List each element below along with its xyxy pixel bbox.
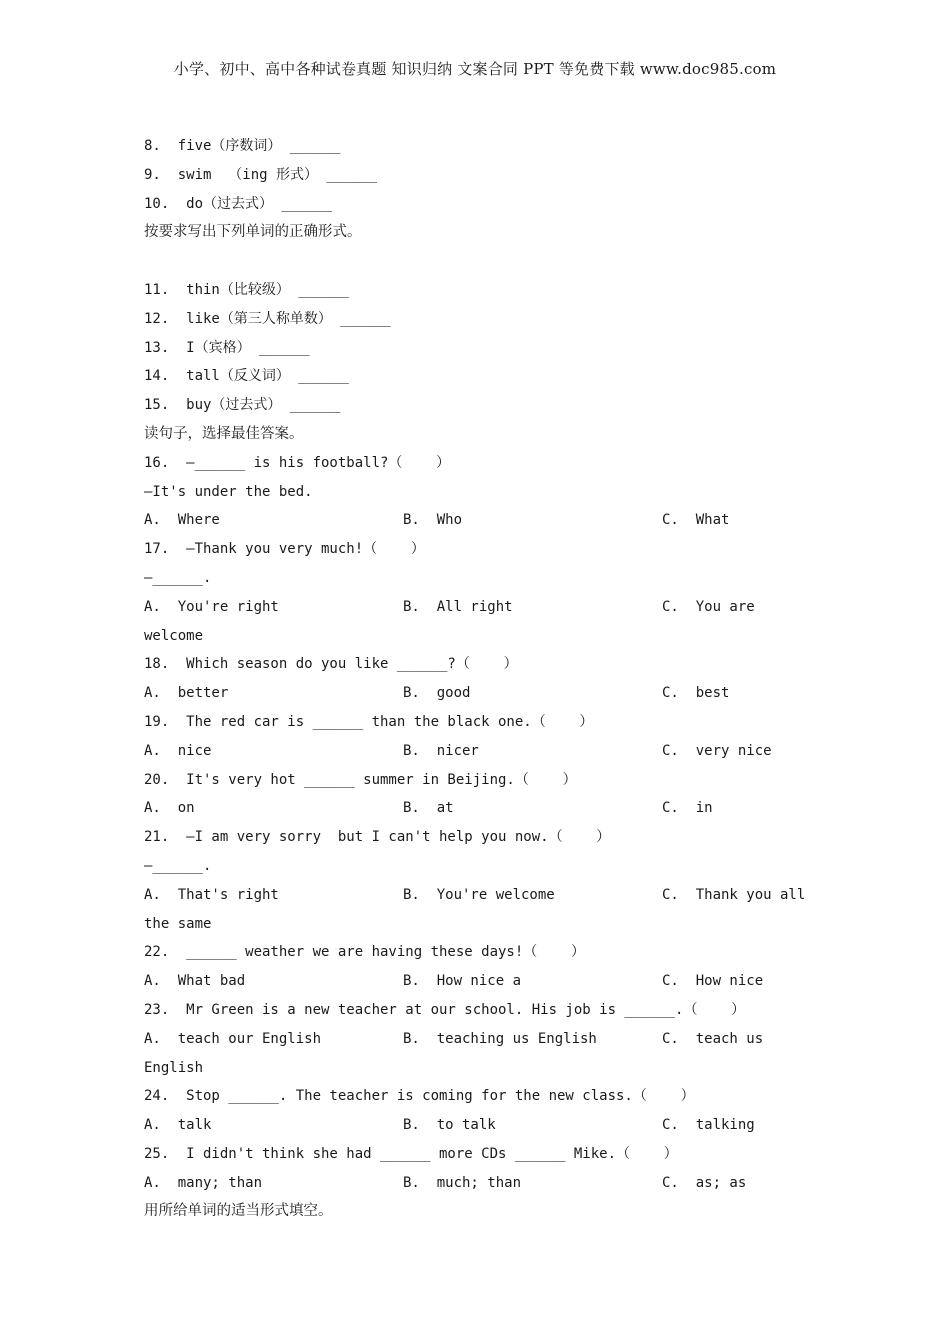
option-a: A. teach our English bbox=[144, 1030, 322, 1047]
option-a: A. talk bbox=[144, 1117, 212, 1134]
option-b: B. All right bbox=[403, 598, 513, 615]
option-a: A. That's right bbox=[144, 886, 279, 903]
question-23-option-continuation: English bbox=[144, 1059, 204, 1076]
question-23-stem: 23. Mr Green is a new teacher at our school. His job is ______.（ ） bbox=[144, 1001, 746, 1018]
option-c: C. very nice bbox=[662, 742, 772, 759]
question-21-option-continuation: the same bbox=[144, 915, 212, 932]
question-21-options bbox=[144, 881, 814, 910]
option-a: A. better bbox=[144, 685, 229, 702]
option-c: C. talking bbox=[662, 1117, 755, 1134]
option-b: B. much; than bbox=[403, 1174, 522, 1191]
question-11: 11. thin（比较级） ______ bbox=[144, 281, 349, 298]
option-c: C. What bbox=[662, 512, 730, 529]
option-a: A. on bbox=[144, 800, 195, 817]
option-b: B. You're welcome bbox=[403, 886, 555, 903]
option-b: B. at bbox=[403, 800, 454, 817]
option-c: C. in bbox=[662, 800, 713, 817]
question-15: 15. buy（过去式） ______ bbox=[144, 397, 341, 414]
question-20-options bbox=[144, 794, 814, 823]
question-19-stem: 19. The red car is ______ than the black one.（ ） bbox=[144, 713, 594, 730]
question-17-line2: —______. bbox=[144, 569, 212, 586]
question-17-options bbox=[144, 593, 814, 622]
question-16-stem: 16. —______ is his football?（ ） bbox=[144, 454, 451, 471]
question-23-options bbox=[144, 1025, 814, 1054]
question-17-option-continuation: welcome bbox=[144, 627, 204, 644]
option-b: B. How nice a bbox=[403, 973, 522, 990]
option-c: C. best bbox=[662, 685, 730, 702]
option-c: C. as; as bbox=[662, 1174, 747, 1191]
worksheet-body bbox=[144, 132, 814, 1226]
question-19-options bbox=[144, 737, 814, 766]
section-heading-fill-in: 用所给单词的适当形式填空。 bbox=[144, 1203, 333, 1220]
question-14: 14. tall（反义词） ______ bbox=[144, 368, 349, 385]
option-b: B. nicer bbox=[403, 742, 479, 759]
option-b: B. teaching us English bbox=[403, 1030, 597, 1047]
question-12: 12. like（第三人称单数） ______ bbox=[144, 310, 391, 327]
section-heading-word-forms: 按要求写出下列单词的正确形式。 bbox=[144, 224, 362, 241]
question-9: 9. swim （ing 形式） ______ bbox=[144, 166, 378, 183]
option-a: A. many; than bbox=[144, 1174, 263, 1191]
question-16-options bbox=[144, 506, 814, 535]
question-21-line2: —______. bbox=[144, 857, 212, 874]
option-b: B. to talk bbox=[403, 1117, 496, 1134]
question-22-stem: 22. ______ weather we are having these days!（ ） bbox=[144, 944, 586, 961]
option-a: A. Where bbox=[144, 512, 220, 529]
question-20-stem: 20. It's very hot ______ summer in Beijing.（ ） bbox=[144, 771, 577, 788]
option-b: B. Who bbox=[403, 512, 463, 529]
section-heading-multiple-choice: 读句子，选择最佳答案。 bbox=[144, 425, 304, 442]
option-a: A. You're right bbox=[144, 598, 279, 615]
option-c: C. teach us bbox=[662, 1030, 764, 1047]
question-16-line2: —It's under the bed. bbox=[144, 483, 313, 500]
question-24-options bbox=[144, 1111, 814, 1140]
question-22-options bbox=[144, 967, 814, 996]
question-18-stem: 18. Which season do you like ______?（ ） bbox=[144, 656, 518, 673]
option-c: C. Thank you all bbox=[662, 886, 806, 903]
question-21-stem: 21. —I am very sorry but I can't help you now.（ ） bbox=[144, 829, 611, 846]
page-header: 小学、初中、高中各种试卷真题 知识归纳 文案合同 PPT 等免费下载 www.doc985.com bbox=[173, 60, 777, 78]
question-25-stem: 25. I didn't think she had ______ more CDs ______ Mike.（ ） bbox=[144, 1145, 678, 1162]
question-13: 13. I（宾格） ______ bbox=[144, 339, 310, 356]
option-c: C. How nice bbox=[662, 973, 764, 990]
question-18-options bbox=[144, 679, 814, 708]
question-17-stem: 17. —Thank you very much!（ ） bbox=[144, 541, 425, 558]
option-c: C. You are bbox=[662, 598, 755, 615]
option-a: A. nice bbox=[144, 742, 212, 759]
question-8: 8. five（序数词） ______ bbox=[144, 138, 341, 154]
question-24-stem: 24. Stop ______. The teacher is coming for the new class.（ ） bbox=[144, 1088, 695, 1105]
question-10: 10. do（过去式） ______ bbox=[144, 195, 333, 212]
option-a: A. What bad bbox=[144, 973, 246, 990]
question-25-options bbox=[144, 1169, 814, 1198]
option-b: B. good bbox=[403, 685, 471, 702]
